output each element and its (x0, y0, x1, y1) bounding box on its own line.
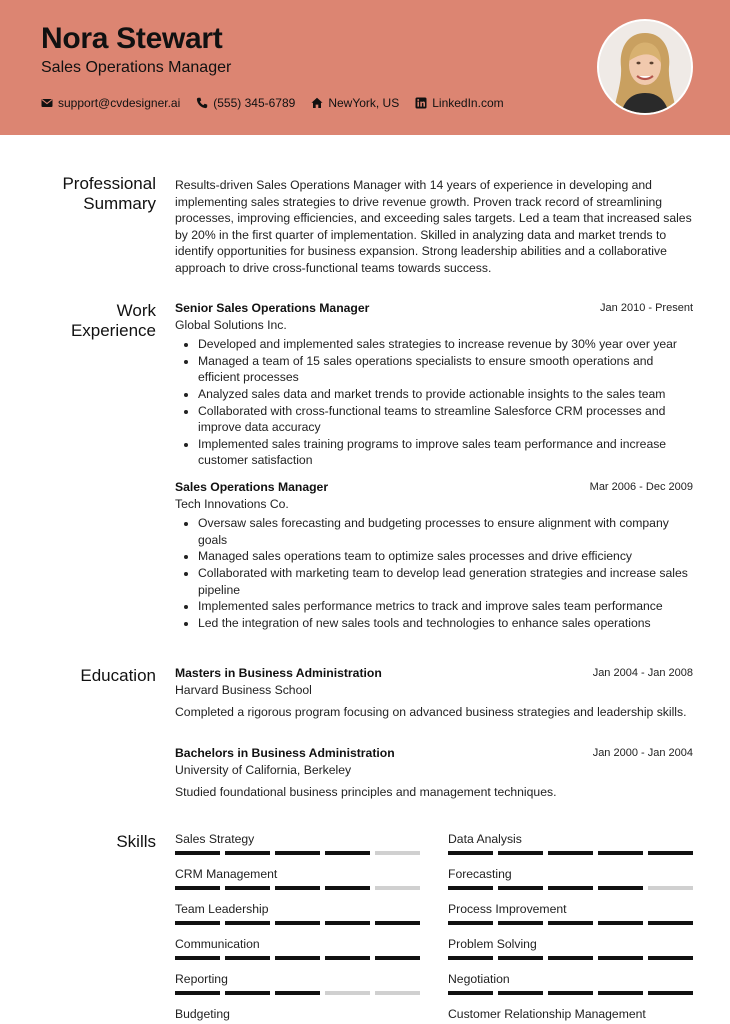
skill-level-segment (175, 851, 220, 855)
skills-heading: Skills (116, 832, 156, 851)
list-item: • Implemented sales training programs to improve sales team performance and increase customer satisfaction (198, 436, 693, 469)
skill-level-segment (375, 956, 420, 960)
skill-name: Team Leadership (175, 902, 269, 916)
skill-item (175, 1007, 420, 1021)
skill-item (448, 937, 693, 960)
job-title: Senior Sales Operations Manager (175, 301, 370, 315)
school-name: University of California, Berkeley (175, 762, 352, 777)
contact-email[interactable] (41, 96, 180, 110)
skill-level-segment (375, 851, 420, 855)
school-name: Harvard Business School (175, 682, 312, 697)
skill-level-segment (448, 956, 493, 960)
degree-title: Bachelors in Business Administration (175, 746, 395, 760)
job-company: Global Solutions Inc. (175, 317, 287, 332)
skill-level-bar (448, 956, 693, 960)
resume-header (0, 0, 730, 135)
list-item: • Collaborated with marketing team to develop lead generation strategies and increase sales pipeline (198, 565, 693, 598)
education-dates: Jan 2000 - Jan 2004 (592, 747, 693, 759)
job-dates: Mar 2006 - Dec 2009 (589, 481, 693, 493)
skill-level-segment (448, 991, 493, 995)
skill-level-bar (175, 956, 420, 960)
skill-level-segment (448, 851, 493, 855)
phone-icon (196, 97, 208, 109)
home-icon (311, 97, 323, 109)
skill-level-segment (448, 886, 493, 890)
skill-level-bar (448, 921, 693, 925)
skill-level-segment (648, 991, 693, 995)
skill-level-segment (598, 921, 643, 925)
education-heading: Education (80, 666, 156, 685)
skill-level-segment (648, 921, 693, 925)
contact-linkedin[interactable] (415, 96, 503, 110)
job-bullets (175, 515, 693, 631)
contact-location (311, 96, 399, 110)
skill-level-segment (175, 886, 220, 890)
phone-text: (555) 345-6789 (213, 96, 296, 110)
skill-item (175, 937, 420, 960)
skill-level-segment (225, 921, 270, 925)
skill-level-segment (548, 886, 593, 890)
skill-level-bar (175, 886, 420, 890)
linkedin-icon (415, 97, 427, 109)
skill-item (448, 867, 693, 890)
profile-photo (597, 19, 693, 115)
job-entry (175, 300, 693, 469)
job-title: Sales Operations Manager (175, 480, 329, 494)
list-item: • Collaborated with cross-functional teams to streamline Salesforce CRM processes and improve data accuracy (198, 403, 693, 436)
skill-name: Problem Solving (448, 937, 537, 951)
skill-level-segment (648, 851, 693, 855)
location-text: NewYork, US (328, 96, 400, 110)
skill-level-bar (175, 991, 420, 995)
education-entry (175, 745, 693, 801)
job-company: Tech Innovations Co. (175, 496, 289, 511)
skill-level-segment (548, 851, 593, 855)
job-entry (175, 479, 693, 631)
list-item: • Implemented sales performance metrics to track and improve sales team performance (198, 598, 693, 615)
skill-level-segment (598, 851, 643, 855)
skill-level-segment (498, 921, 543, 925)
skill-level-segment (648, 956, 693, 960)
skill-level-segment (648, 886, 693, 890)
skill-name: Communication (175, 937, 260, 951)
skill-level-segment (275, 956, 320, 960)
education-description: Completed a rigorous program focusing on advanced business strategies and leadership skills. (175, 705, 687, 720)
skill-level-segment (548, 956, 593, 960)
skill-level-segment (225, 851, 270, 855)
skill-level-segment (375, 886, 420, 890)
summary-heading-line1: Professional (62, 174, 156, 193)
summary-heading (40, 174, 156, 214)
skill-level-segment (175, 921, 220, 925)
list-item: • Oversaw sales forecasting and budgeting processes to ensure alignment with company goals (198, 515, 693, 548)
job-bullets (175, 336, 693, 469)
experience-heading (40, 301, 156, 341)
skill-level-segment (175, 956, 220, 960)
list-item: • Managed a team of 15 sales operations specialists to ensure smooth operations and efficient processes (198, 353, 693, 386)
skill-level-segment (498, 851, 543, 855)
job-dates: Jan 2010 - Present (600, 302, 693, 314)
skill-level-segment (325, 956, 370, 960)
skill-name: Reporting (175, 972, 228, 986)
summary-heading-line2: Summary (83, 194, 156, 213)
skill-item (175, 832, 420, 855)
skill-level-bar (175, 851, 420, 855)
skill-item (175, 902, 420, 925)
skill-level-segment (375, 991, 420, 995)
skill-level-segment (325, 921, 370, 925)
skill-name: Negotiation (448, 972, 510, 986)
skill-level-segment (498, 886, 543, 890)
skill-level-segment (498, 991, 543, 995)
skill-item (175, 972, 420, 995)
skill-level-segment (275, 851, 320, 855)
list-item: • Led the integration of new sales tools and technologies to enhance sales operations (198, 615, 693, 632)
skill-level-segment (225, 991, 270, 995)
skill-level-segment (325, 886, 370, 890)
list-item: • Analyzed sales data and market trends to provide actionable insights to the sales team (198, 386, 693, 403)
skill-name: Budgeting (175, 1007, 230, 1021)
experience-heading-line1: Work (116, 301, 156, 320)
skill-level-segment (275, 921, 320, 925)
skill-level-segment (548, 921, 593, 925)
contact-list (41, 96, 504, 110)
skill-level-segment (498, 956, 543, 960)
education-dates: Jan 2004 - Jan 2008 (592, 667, 693, 679)
education-entry (175, 665, 693, 721)
envelope-icon (41, 97, 53, 109)
skill-level-segment (598, 956, 643, 960)
list-item: • Managed sales operations team to optimize sales processes and drive efficiency (198, 548, 693, 565)
skill-level-segment (275, 886, 320, 890)
skill-level-segment (375, 921, 420, 925)
candidate-title: Sales Operations Manager (41, 59, 232, 76)
skill-name: Customer Relationship Management (448, 1007, 646, 1021)
skill-name: Forecasting (448, 867, 512, 881)
degree-title: Masters in Business Administration (175, 666, 382, 680)
skill-level-segment (325, 851, 370, 855)
skill-item (448, 1007, 693, 1021)
linkedin-text: LinkedIn.com (432, 96, 504, 110)
skill-level-segment (448, 921, 493, 925)
skill-item (448, 902, 693, 925)
skill-level-segment (598, 991, 643, 995)
candidate-name: Nora Stewart (41, 22, 223, 55)
skill-name: CRM Management (175, 867, 278, 881)
skill-level-segment (598, 886, 643, 890)
skill-name: Data Analysis (448, 832, 522, 846)
skill-item (175, 867, 420, 890)
list-item: • Developed and implemented sales strategies to increase revenue by 30% year over year (198, 336, 693, 353)
skill-item (448, 972, 693, 995)
summary-text: Results-driven Sales Operations Manager with 14 years of experience in developing and implementing sales strategies to drive revenue growth. Proven track record of streamlining processes, improving efficiencies, and exceeding sales targets. Led a team that increased sales by 20% in the first quarter of implementation. Skilled in analyzing data and market trends to identify opportunities for business expansion. Strong leadership abilities and a collaborative approach to drive cross-functional teams towards success. (175, 178, 692, 275)
skill-level-segment (225, 956, 270, 960)
education-description: Studied foundational business principles and management techniques. (175, 785, 557, 800)
experience-heading-line2: Experience (70, 321, 156, 340)
skill-item (448, 832, 693, 855)
skill-level-bar (175, 921, 420, 925)
skill-name: Sales Strategy (175, 832, 255, 846)
skill-level-segment (175, 991, 220, 995)
skill-level-bar (448, 851, 693, 855)
skill-level-bar (448, 991, 693, 995)
skill-level-segment (325, 991, 370, 995)
contact-phone[interactable] (196, 96, 295, 110)
skill-level-bar (448, 886, 693, 890)
skill-name: Process Improvement (448, 902, 567, 916)
skill-level-segment (548, 991, 593, 995)
skill-level-segment (275, 991, 320, 995)
email-text: support@cvdesigner.ai (58, 96, 181, 110)
skill-level-segment (225, 886, 270, 890)
